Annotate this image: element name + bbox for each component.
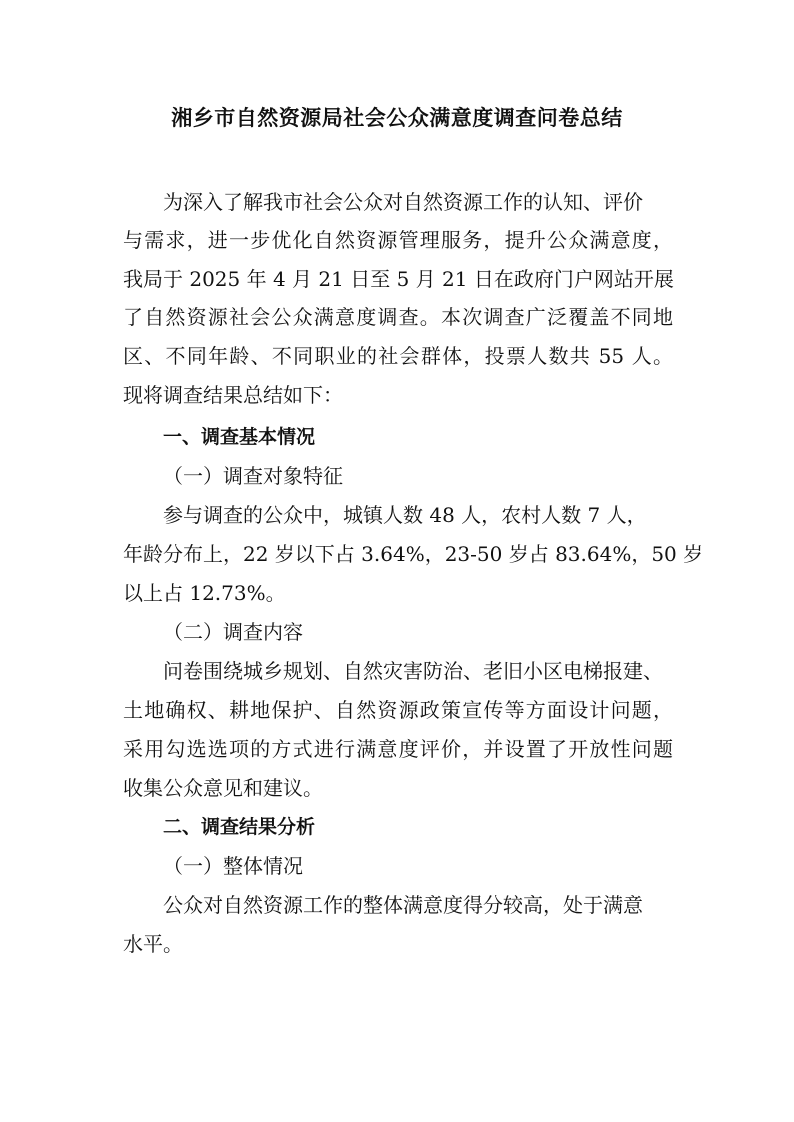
sub-1-line-1: 参与调查的公众中，城镇人数 48 人，农村人数 7 人， [163,503,647,527]
intro-line-2: 与需求，进一步优化自然资源管理服务，提升公众满意度， [123,228,673,252]
section-1-sub-1-heading: （一）调查对象特征 [163,464,343,488]
intro-line-3: 我局于 2025 年 4 月 21 日至 5 月 21 日在政府门户网站开展 [123,267,674,291]
section-2-line-1: 公众对自然资源工作的整体满意度得分较高，处于满意 [163,893,643,917]
intro-line-5: 区、不同年龄、不同职业的社会群体，投票人数共 55 人。 [123,344,673,368]
section-2-sub-1-heading: （一）整体情况 [163,854,303,878]
sub-2-line-1: 问卷围绕城乡规划、自然灾害防治、老旧小区电梯报建、 [163,659,663,683]
intro-line-6: 现将调查结果总结如下： [123,383,343,407]
intro-line-4: 了自然资源社会公众满意度调查。本次调查广泛覆盖不同地 [123,305,673,329]
intro-line-1: 为深入了解我市社会公众对自然资源工作的认知、评价 [163,190,643,214]
sub-2-line-3: 采用勾选选项的方式进行满意度评价，并设置了开放性问题 [123,737,673,761]
document-title: 湘乡市自然资源局社会公众满意度调查问卷总结 [171,106,623,130]
section-1-sub-2-heading: （二）调查内容 [163,620,303,644]
sub-2-line-2: 土地确权、耕地保护、自然资源政策宣传等方面设计问题， [123,698,673,722]
section-2-line-2: 水平。 [123,932,183,956]
section-1-heading: 一、调查基本情况 [163,426,316,448]
sub-1-line-3: 以上占 12.73%。 [123,581,286,605]
sub-2-line-4: 收集公众意见和建议。 [123,776,323,800]
sub-1-line-2: 年龄分布上，22 岁以下占 3.64%，23-50 岁占 83.64%，50 岁 [123,542,704,566]
section-2-heading: 二、调查结果分析 [163,816,316,838]
